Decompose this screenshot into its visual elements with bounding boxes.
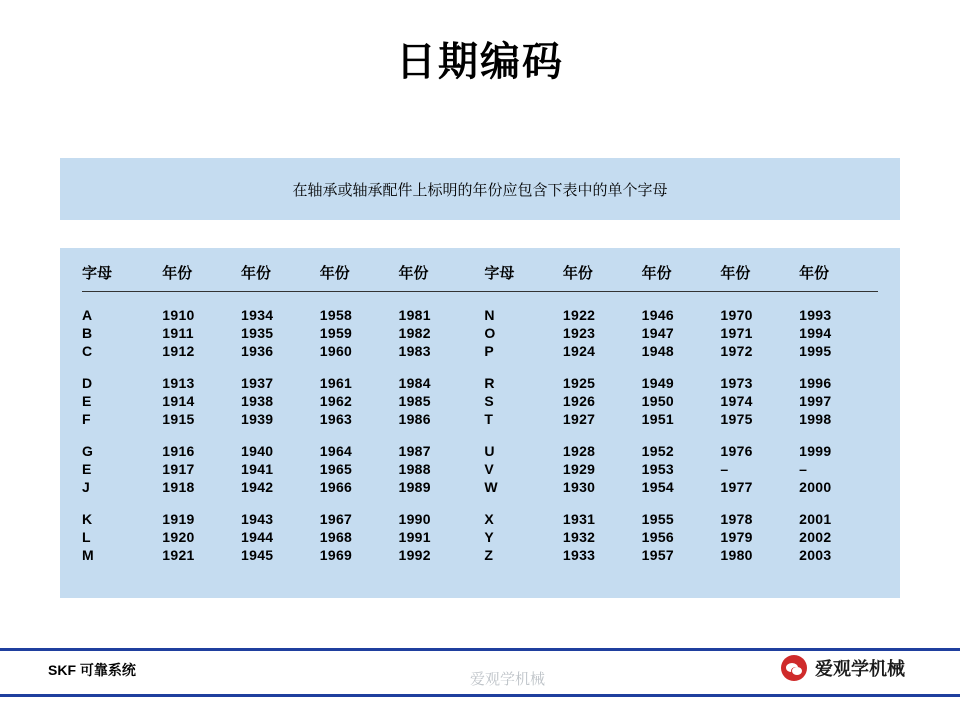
note-panel: [60, 158, 900, 220]
table-row: [82, 546, 878, 564]
cell-year: 2003: [799, 547, 832, 563]
cell-year: 1923: [562, 325, 596, 341]
cell-year: 1975: [720, 411, 753, 427]
cell-year: 1974: [720, 393, 753, 409]
cell-letter: F: [82, 411, 91, 427]
watermark: [781, 655, 905, 681]
note-text: 在轴承或轴承配件上标明的年份应包含下表中的单个字母: [292, 181, 668, 199]
table-spacer: [82, 360, 878, 374]
page-title: 日期编码: [396, 40, 564, 84]
table-row: [82, 528, 878, 546]
cell-year: 2002: [799, 529, 832, 545]
cell-letter: A: [82, 307, 93, 323]
cell-year: 1911: [162, 325, 194, 341]
cell-letter: D: [82, 375, 93, 391]
cell-year: 1936: [241, 343, 274, 359]
cell-year: 1982: [398, 325, 431, 341]
watermark-text: 爱观学机械: [815, 659, 905, 679]
cell-letter: X: [484, 511, 495, 527]
column-header: 年份: [162, 256, 241, 292]
cell-year: 1917: [162, 461, 195, 477]
cell-year: 1920: [162, 529, 195, 545]
cell-year: –: [720, 461, 729, 477]
cell-year: 1913: [162, 375, 195, 391]
watermark-ghost-text: 爱观学机械: [470, 671, 546, 688]
cell-year: 1947: [641, 325, 675, 341]
cell-year: 1984: [398, 375, 431, 391]
cell-year: 1992: [398, 547, 431, 563]
cell-year: 1981: [398, 307, 431, 323]
cell-year: 1963: [319, 411, 353, 427]
cell-year: 1943: [241, 511, 274, 527]
cell-year: 1965: [319, 461, 353, 477]
table-row: [82, 342, 878, 360]
cell-year: 1937: [241, 375, 274, 391]
cell-year: 1962: [319, 393, 353, 409]
cell-year: 2001: [799, 511, 832, 527]
cell-year: 1919: [162, 511, 195, 527]
cell-year: 1941: [241, 461, 274, 477]
cell-letter: C: [82, 343, 93, 359]
cell-letter: Y: [484, 529, 495, 545]
cell-year: 1955: [641, 511, 675, 527]
cell-letter: G: [82, 443, 94, 459]
cell-year: 1914: [162, 393, 195, 409]
table-header-row: [82, 256, 878, 292]
cell-year: 1930: [562, 479, 596, 495]
column-header: 年份: [563, 256, 642, 292]
cell-letter: L: [82, 529, 91, 545]
table-row: [82, 392, 878, 410]
table-row: [82, 478, 878, 496]
cell-year: 1978: [720, 511, 753, 527]
cell-year: 1910: [162, 307, 195, 323]
cell-year: 1980: [720, 547, 753, 563]
cell-year: 1945: [241, 547, 274, 563]
cell-year: 1993: [799, 307, 832, 323]
cell-year: 1922: [562, 307, 596, 323]
cell-year: 1968: [319, 529, 353, 545]
table-row: [82, 460, 878, 478]
cell-year: 1946: [641, 307, 675, 323]
cell-year: 1995: [799, 343, 832, 359]
cell-year: 1918: [162, 479, 195, 495]
cell-year: 1976: [720, 443, 753, 459]
cell-year: 1938: [241, 393, 274, 409]
cell-year: 1988: [398, 461, 431, 477]
table-row: [82, 324, 878, 342]
cell-year: 1994: [799, 325, 832, 341]
cell-year: 1921: [162, 547, 195, 563]
column-header: 年份: [399, 256, 485, 292]
cell-year: 1953: [641, 461, 675, 477]
cell-year: 1999: [799, 443, 832, 459]
cell-letter: B: [82, 325, 93, 341]
cell-letter: R: [484, 375, 495, 391]
cell-year: 1929: [562, 461, 596, 477]
column-header: 年份: [720, 256, 799, 292]
cell-letter: K: [82, 511, 93, 527]
cell-year: 1926: [562, 393, 596, 409]
cell-year: 1972: [720, 343, 753, 359]
cell-year: 1971: [720, 325, 753, 341]
cell-year: 1958: [319, 307, 353, 323]
cell-year: 1925: [562, 375, 596, 391]
column-header: 年份: [320, 256, 399, 292]
cell-year: 1990: [398, 511, 431, 527]
cell-year: 1952: [641, 443, 675, 459]
codes-panel: [60, 248, 900, 598]
wechat-icon: [781, 655, 807, 681]
cell-year: 1996: [799, 375, 832, 391]
cell-year: 1948: [641, 343, 675, 359]
cell-year: 1950: [641, 393, 675, 409]
cell-year: 1986: [398, 411, 431, 427]
cell-letter: J: [82, 479, 91, 495]
footer-divider-bottom: [0, 694, 960, 697]
cell-year: 1961: [319, 375, 353, 391]
cell-year: 1942: [241, 479, 274, 495]
column-header: 字母: [82, 256, 162, 292]
cell-year: 1934: [241, 307, 274, 323]
cell-year: 1966: [319, 479, 353, 495]
cell-year: 1967: [319, 511, 353, 527]
cell-year: 1954: [641, 479, 675, 495]
cell-year: 1939: [241, 411, 274, 427]
cell-year: 1979: [720, 529, 753, 545]
cell-year: 1931: [562, 511, 596, 527]
table-row: [82, 374, 878, 392]
cell-year: 1997: [799, 393, 832, 409]
table-row: [82, 306, 878, 324]
cell-year: 1970: [720, 307, 753, 323]
cell-letter: N: [484, 307, 495, 323]
column-header: 字母: [484, 256, 563, 292]
cell-letter: W: [484, 479, 498, 495]
cell-year: 1912: [162, 343, 195, 359]
cell-letter: U: [484, 443, 495, 459]
table-spacer: [82, 428, 878, 442]
cell-year: 1959: [319, 325, 353, 341]
cell-year: 1985: [398, 393, 431, 409]
column-header: 年份: [642, 256, 721, 292]
table-row: [82, 510, 878, 528]
cell-year: 1969: [319, 547, 353, 563]
table-spacer: [82, 292, 878, 307]
cell-year: 1960: [319, 343, 353, 359]
cell-year: 1989: [398, 479, 431, 495]
cell-year: 1949: [641, 375, 675, 391]
cell-year: 1957: [641, 547, 675, 563]
cell-year: 1973: [720, 375, 753, 391]
footer-label: SKF 可靠系统: [48, 662, 136, 678]
cell-year: 1983: [398, 343, 431, 359]
cell-year: 1987: [398, 443, 431, 459]
cell-year: 1951: [641, 411, 675, 427]
cell-year: 1998: [799, 411, 832, 427]
cell-letter: M: [82, 547, 94, 563]
column-header: 年份: [799, 256, 878, 292]
cell-letter: S: [484, 393, 495, 409]
cell-letter: Z: [484, 547, 494, 563]
cell-letter: P: [484, 343, 495, 359]
cell-year: 1964: [319, 443, 353, 459]
cell-year: –: [799, 461, 808, 477]
cell-letter: O: [484, 325, 496, 341]
table-spacer: [82, 496, 878, 510]
date-code-table: [82, 256, 878, 564]
cell-letter: T: [484, 411, 494, 427]
cell-year: 1977: [720, 479, 753, 495]
cell-year: 1991: [398, 529, 431, 545]
footer-divider-top: [0, 648, 960, 651]
cell-year: 1924: [562, 343, 596, 359]
table-row: [82, 442, 878, 460]
cell-letter: V: [484, 461, 495, 477]
cell-year: 1935: [241, 325, 274, 341]
cell-year: 1927: [562, 411, 596, 427]
cell-letter: E: [82, 393, 92, 409]
cell-year: 1932: [562, 529, 596, 545]
cell-year: 1956: [641, 529, 675, 545]
cell-year: 1944: [241, 529, 274, 545]
cell-year: 1915: [162, 411, 195, 427]
table-row: [82, 410, 878, 428]
cell-year: 1933: [562, 547, 596, 563]
cell-year: 1940: [241, 443, 274, 459]
column-header: 年份: [241, 256, 320, 292]
cell-year: 2000: [799, 479, 832, 495]
cell-year: 1916: [162, 443, 195, 459]
cell-letter: E: [82, 461, 92, 477]
cell-year: 1928: [562, 443, 596, 459]
